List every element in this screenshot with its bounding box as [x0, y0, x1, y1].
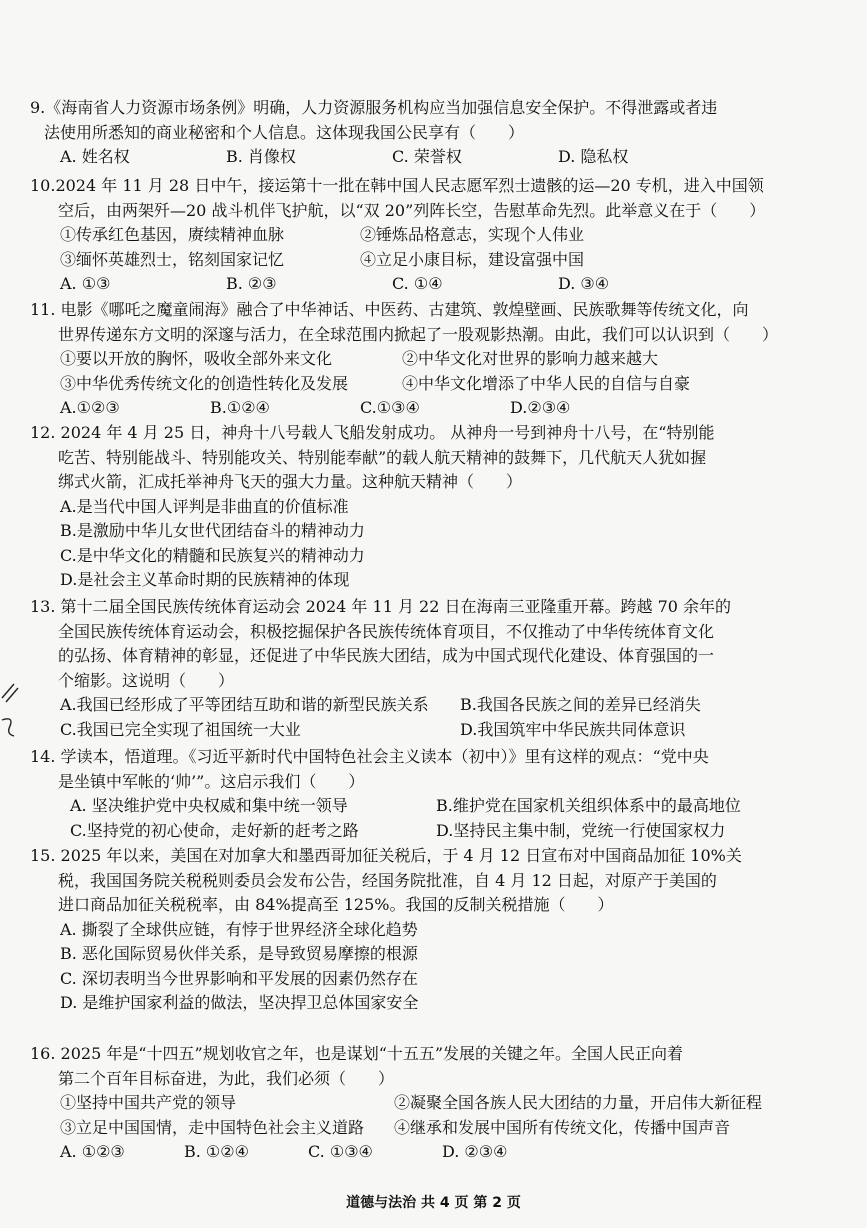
- stem-line: 9.《海南省人力资源市场条例》明确，人力资源服务机构应当加强信息安全保护。不得泄露或者违: [30, 98, 718, 117]
- stem-line: 是坐镇中军帐的‘帅’”。这启示我们（ ）: [58, 771, 365, 791]
- stem-line: 个缩影。这说明（ ）: [58, 670, 235, 690]
- items-row: [60, 1116, 820, 1141]
- item-4: ④立足小康目标，建设富强中国: [360, 249, 585, 269]
- options-row: [60, 1140, 820, 1165]
- question-10: [30, 174, 820, 297]
- options-row: [70, 794, 820, 819]
- option-b[interactable]: B.维护党在国家机关组织体系中的最高地位: [436, 796, 741, 815]
- item-1: ①坚持中国共产党的领导: [60, 1093, 237, 1112]
- option-b[interactable]: B. 恶化国际贸易伙伴关系，是导致贸易摩擦的根源: [60, 944, 418, 963]
- item-2: ②中华文化对世界的影响力越来越大: [402, 349, 659, 368]
- item-1: ①传承红色基因，赓续精神血脉: [60, 225, 285, 244]
- item-2: ②锤炼品格意志，实现个人伟业: [360, 225, 585, 244]
- option-a[interactable]: A. 坚决维护党中央权威和集中统一领导: [70, 796, 348, 815]
- option-a[interactable]: A. ①②③: [60, 1142, 125, 1161]
- question-13: [30, 595, 820, 742]
- question-stem: [30, 421, 820, 495]
- option-a[interactable]: A.是当代中国人评判是非曲直的价值标准: [60, 496, 349, 516]
- options-row: [60, 272, 820, 297]
- items-row: [60, 248, 820, 273]
- stem-line: 13. 第十二届全国民族传统体育运动会 2024 年 11 月 22 日在海南三亚隆重开幕。跨越 70 余年的: [30, 597, 732, 616]
- option-c[interactable]: C. ①④: [392, 274, 443, 293]
- item-3: ③中华优秀传统文化的创造性转化及发展: [60, 373, 349, 393]
- stem-line: 15. 2025 年以来，美国在对加拿大和墨西哥加征关税后，于 4 月 12 日宣布对中国商品加征 10%关: [30, 846, 742, 865]
- option-a[interactable]: A.我国已经形成了平等团结互助和谐的新型民族关系: [60, 695, 429, 714]
- options-row: [60, 693, 820, 718]
- item-4: ④中华文化增添了中华人民的自信与自豪: [402, 373, 691, 393]
- items-row: [60, 1091, 820, 1116]
- items-row: [60, 372, 820, 397]
- page-footer: 道德与法治 共 4 页 第 2 页: [346, 1195, 521, 1211]
- stem-line: 11. 电影《哪吒之魔童闹海》融合了中华神话、中医药、古建筑、敦煌壁画、民族歌舞等传统文化，向: [30, 300, 749, 319]
- option-b[interactable]: B. ②③: [226, 274, 277, 293]
- stem-line: 绑式火箭，汇成托举神舟飞天的强大力量。这种航天精神（ ）: [58, 472, 523, 491]
- stem-line: 全国民族传统体育运动会，积极挖掘保护各民族传统体育项目，不仅推动了中华传统体育文化: [58, 621, 715, 641]
- stem-line: 14. 学读本，悟道理。《习近平新时代中国特色社会主义读本（初中）》里有这样的观点：“党中央: [30, 747, 709, 766]
- option-c[interactable]: C.①③④: [360, 398, 420, 417]
- option-c[interactable]: C.我国已完全实现了祖国统一大业: [60, 719, 301, 739]
- option-c[interactable]: C. 深切表明当今世界影响和平发展的因素仍然存在: [60, 968, 418, 988]
- stem-line: 吃苦、特别能战斗、特别能攻关、特别能奉献”的载人航天精神的鼓舞下，几代航天人犹如握: [58, 447, 707, 467]
- question-15: [30, 844, 820, 1016]
- stem-line: 的弘扬、体育精神的彰显，还促进了中华民族大团结，成为中国式现代化建设、体育强国的一: [58, 646, 715, 665]
- option-d[interactable]: D. ③④: [558, 274, 610, 293]
- items-row: [60, 223, 820, 248]
- item-1: ①要以开放的胸怀，吸收全部外来文化: [60, 349, 333, 368]
- options-row: [60, 145, 820, 170]
- options-row: [60, 396, 820, 421]
- option-d[interactable]: D. ②③④: [442, 1142, 508, 1161]
- stem-line: 12. 2024 年 4 月 25 日，神舟十八号载人飞船发射成功。 从神舟一号到神舟十八号，在“特别能: [30, 423, 715, 442]
- option-d[interactable]: D.我国筑牢中华民族共同体意识: [460, 719, 686, 739]
- stem-line: 10.2024 年 11 月 28 日中午，接运第十一批在韩中国人民志愿军烈士遗骸的运—20 专机，进入中国领: [30, 176, 764, 195]
- option-d[interactable]: D.②③④: [510, 398, 571, 417]
- question-11: [30, 298, 820, 421]
- item-3: ③立足中国国情，走中国特色社会主义道路: [60, 1117, 365, 1137]
- option-d[interactable]: D.坚持民主集中制，党统一行使国家权力: [436, 820, 726, 840]
- question-16: [30, 1042, 820, 1165]
- stem-line: 进口商品加征关税税率，由 84%提高至 125%。我国的反制关税措施（ ）: [58, 895, 614, 914]
- stem-line: 法使用所悉知的商业秘密和个人信息。这体现我国公民享有（ ）: [44, 122, 525, 142]
- options-row: [60, 718, 820, 743]
- option-d[interactable]: D. 隐私权: [558, 147, 629, 166]
- option-d[interactable]: D. 是维护国家利益的做法，坚决捍卫总体国家安全: [60, 993, 419, 1012]
- question-stem: [30, 298, 820, 347]
- stem-line: 税，我国国务院关税税则委员会发布公告，经国务院批准，自 4 月 12 日起，对原产于美国的: [58, 870, 717, 890]
- option-a[interactable]: A. 撕裂了全球供应链，有悖于世界经济全球化趋势: [60, 919, 418, 939]
- option-b[interactable]: B. ①②④: [184, 1142, 249, 1161]
- question-14: [30, 745, 820, 843]
- option-c[interactable]: C. ①③④: [308, 1142, 373, 1161]
- option-b[interactable]: B. 肖像权: [226, 147, 296, 166]
- items-row: [60, 347, 820, 372]
- item-2: ②凝聚全国各族人民大团结的力量，开启伟大新征程: [394, 1093, 763, 1112]
- option-d[interactable]: D.是社会主义革命时期的民族精神的体现: [60, 570, 350, 589]
- question-stem: [30, 745, 820, 794]
- item-4: ④继承和发展中国所有传统文化，传播中国声音: [394, 1117, 731, 1137]
- option-a[interactable]: A. 姓名权: [60, 147, 130, 166]
- pen-mark-icon: [0, 680, 22, 740]
- stem-line: 第二个百年目标奋进，为此，我们必须（ ）: [58, 1068, 395, 1088]
- option-b[interactable]: B.是激励中华儿女世代团结奋斗的精神动力: [60, 521, 365, 540]
- question-stem: [30, 844, 820, 918]
- option-b[interactable]: B.①②④: [210, 398, 270, 417]
- option-a[interactable]: A. ①③: [60, 274, 111, 293]
- question-stem: [30, 174, 820, 223]
- options-row: [70, 819, 820, 844]
- stem-line: 空后，由两架歼—20 战斗机伴飞护航，以“双 20”列阵长空，告慰革命先烈。此举意义在于（ ）: [58, 200, 766, 220]
- question-stem: [30, 96, 820, 145]
- question-stem: [30, 1042, 820, 1091]
- question-stem: [30, 595, 820, 693]
- option-c[interactable]: C.是中华文化的精髓和民族复兴的精神动力: [60, 545, 365, 565]
- stem-line: 16. 2025 年是“十四五”规划收官之年，也是谋划“十五五”发展的关键之年。全国人民正向着: [30, 1044, 684, 1063]
- option-c[interactable]: C.坚持党的初心使命，走好新的赶考之路: [70, 820, 359, 840]
- item-3: ③缅怀英雄烈士，铭刻国家记忆: [60, 249, 285, 269]
- option-b[interactable]: B.我国各民族之间的差异已经消失: [460, 695, 701, 714]
- question-9: [30, 96, 820, 170]
- option-c[interactable]: C. 荣誉权: [392, 147, 462, 166]
- option-a[interactable]: A.①②③: [60, 398, 120, 417]
- stem-line: 世界传递东方文明的深邃与活力，在全球范围内掀起了一股观影热潮。由此，我们可以认识到（ ）: [58, 324, 779, 344]
- question-12: [30, 421, 820, 593]
